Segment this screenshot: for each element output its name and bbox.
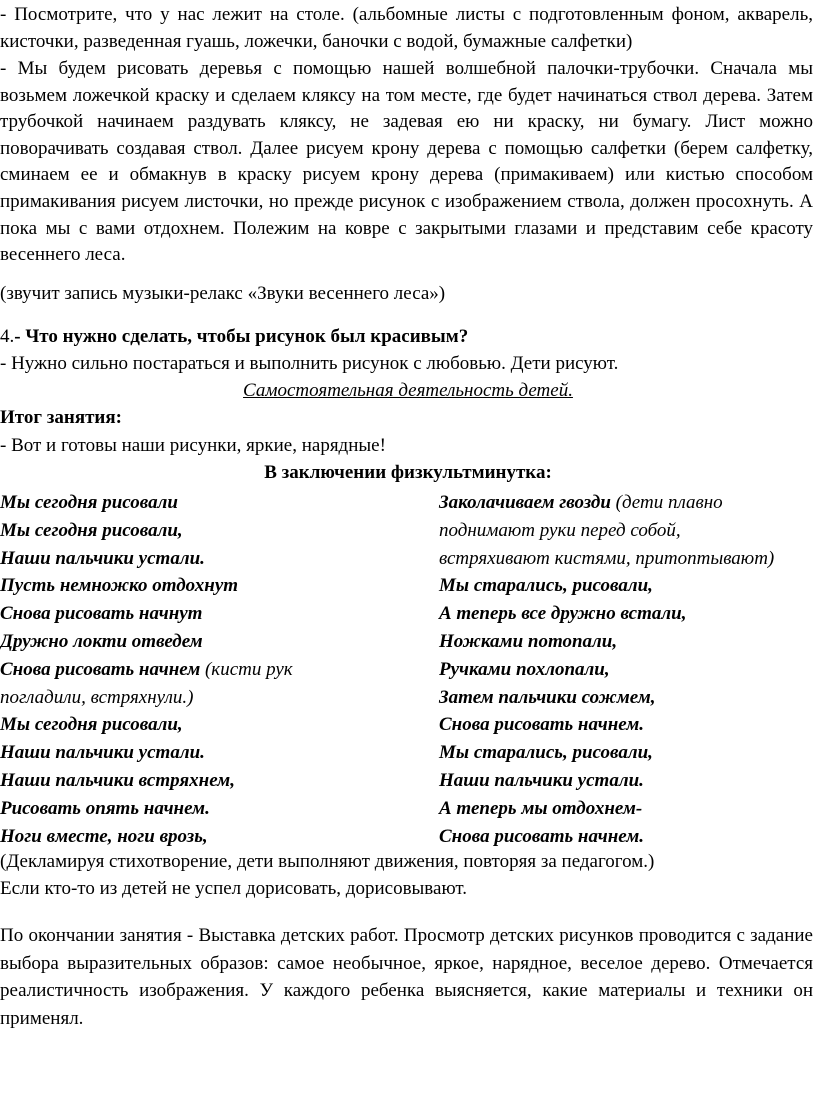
poem-line: Затем пальчики сожмем, [439, 686, 656, 708]
poem-right-column [439, 489, 774, 850]
poem-line: А теперь все дружно встали, [439, 603, 687, 625]
question-text: - Что нужно сделать, чтобы рисунок был красивым? [14, 326, 469, 347]
conclusion-heading: В заключении физкультминутка: [264, 462, 552, 483]
poem-line: Ручками похлопали, [439, 658, 610, 680]
poem-line: Наши пальчики устали. [0, 742, 205, 764]
poem-line: Наши пальчики устали. [439, 769, 644, 791]
poem-line: А теперь мы отдохнем- [439, 797, 643, 819]
summary-heading: Итог занятия: [0, 407, 122, 428]
poem-line: Наши пальчики устали. [0, 547, 205, 569]
poem-line: Наши пальчики встряхнем, [0, 769, 235, 791]
poem-line: Мы старались, рисовали, [439, 742, 653, 764]
final-paragraph: По окончании занятия - Выставка детских работ. Просмотр детских рисунков проводится с задание выбора выразительных образов: самое необычное, яркое, нарядное, веселое дерево. Отмечается реалистичность изображения. У каждого ребенка выясняется, какие материалы и техники он применял. [0, 925, 813, 1029]
poem-line: Снова рисовать начнем. [439, 714, 644, 736]
poem-line-with-note: Снова рисовать начнем (кисти рук [0, 658, 293, 680]
question-number: 4. [0, 326, 15, 347]
poem-line: Ножками потопали, [439, 630, 618, 652]
poem-line: Мы старались, рисовали, [439, 575, 653, 597]
question-answer: - Нужно сильно постараться и выполнить рисунок с любовью. Дети рисуют. [0, 353, 619, 374]
poem-line: Снова рисовать начнут [0, 603, 203, 625]
poem-line-with-note: Заколачиваем гвозди (дети плавно [439, 492, 723, 513]
poem-left-column [0, 489, 293, 850]
music-note: (звучит запись музыки-релакс «Звуки весеннего леса») [0, 283, 446, 304]
independent-activity: Самостоятельная деятельность детей. [243, 380, 573, 401]
poem-line: Мы сегодня рисовали [0, 492, 178, 513]
after-poem-line-2: Если кто-то из детей не успел дорисовать, дорисовывают. [0, 878, 468, 899]
poem-line: Мы сегодня рисовали, [0, 519, 183, 541]
poem-note: встряхивают кистями, притоптывают) [439, 547, 775, 569]
question-line [0, 324, 468, 350]
poem-note: поднимают руки перед собой, [439, 519, 681, 541]
after-poem-line-1: (Декламируя стихотворение, дети выполняют движения, повторяя за педагогом.) [0, 851, 655, 872]
poem-note: погладили, встряхнули.) [0, 686, 194, 708]
poem-line: Мы сегодня рисовали, [0, 714, 183, 736]
poem-line: Ноги вместе, ноги врозь, [0, 825, 208, 847]
poem-line: Рисовать опять начнем. [0, 797, 210, 819]
poem-line: Снова рисовать начнем. [439, 825, 644, 847]
intro-paragraph-2: - Мы будем рисовать деревья с помощью нашей волшебной палочки-трубочки. Сначала мы возьмем ложечкой краску и сделаем кляксу на том месте, где будет начинаться ствол дерева. Затем трубочкой начинаем раздувать кляксу, не задевая ею ни краску, ни бумагу. Лист можно поворачивать создавая ствол. Далее рисуем крону дерева с помощью салфетки (берем салфетку, сминаем ее и обмакнув в краску рисуем крону дерева (примакиваем) или кистью способом примакивания рисуем листочки, но прежде рисунок с изображением ствола, должен просохнуть. А пока мы с вами отдохнем. Полежим на ковре с закрытыми глазами и представим себе красоту весеннего леса. [0, 58, 813, 266]
poem-line: Дружно локти отведем [0, 630, 203, 652]
summary-text: - Вот и готовы наши рисунки, яркие, нарядные! [0, 435, 386, 456]
poem-line: Пусть немножко отдохнут [0, 575, 239, 597]
intro-paragraph-1: - Посмотрите, что у нас лежит на столе. (альбомные листы с подготовленным фоном, акварель, кисточки, разведенная гуашь, ложечки, баночки с водой, бумажные салфетки) [0, 4, 813, 52]
